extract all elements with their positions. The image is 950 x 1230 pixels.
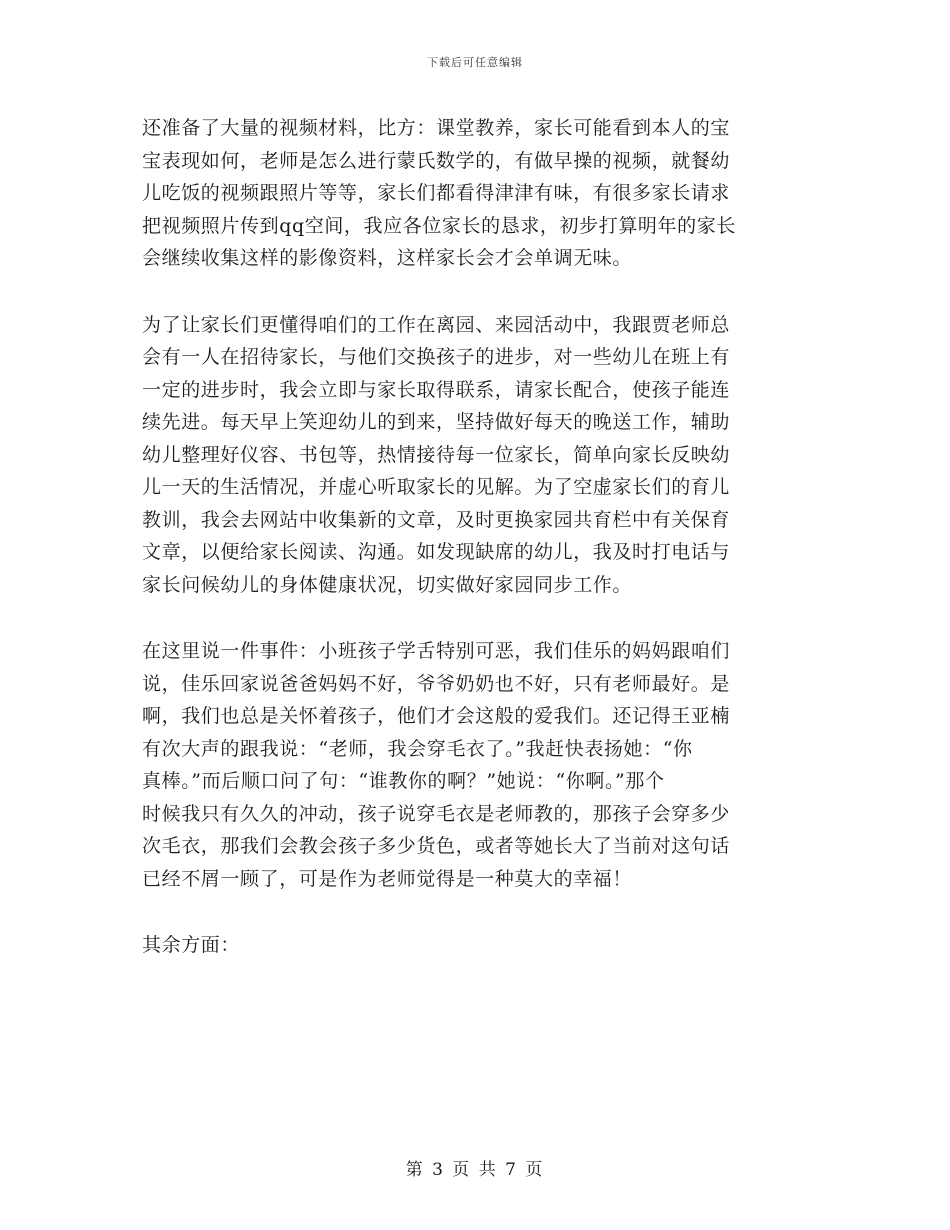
text-line: 儿吃饭的视频跟照片等等，家长们都看得津津有味，有很多家长请求 — [142, 182, 731, 204]
paragraph-anecdote — [142, 635, 810, 895]
text-line: 还准备了大量的视频材料，比方：课堂教养，家长可能看到本人的宝 — [142, 117, 731, 139]
text-line: 宝表现如何，老师是怎么进行蒙氏数学的，有做早操的视频，就餐幼 — [142, 149, 731, 172]
text-line: 教训，我会去网站中收集新的文章，及时更换家园共育栏中有关保育 — [142, 508, 731, 531]
page-number-footer: 第 3 页 共 7 页 — [405, 1160, 545, 1180]
text-line: 次毛衣，那我们会教会孩子多少货色，或者等她长大了当前对这句话 — [142, 835, 731, 857]
text-line: 时候我只有久久的冲动，孩子说穿毛衣是老师教的，那孩子会穿多少 — [142, 802, 731, 825]
text-line: 已经不屑一顾了，可是作为老师觉得是一种莫大的幸福！ — [142, 867, 633, 890]
text-line: 说，佳乐回家说爸爸妈妈不好，爷爷奶奶也不好，只有老师最好。是 — [142, 672, 731, 695]
paragraph-other-aspects — [142, 929, 810, 962]
text-line: 有次大声的跟我说：“老师，我会穿毛衣了。”我赶快表扬她：“你 — [142, 737, 693, 760]
paragraph-parent-communication — [142, 309, 810, 602]
document-body — [142, 112, 810, 962]
text-line: 续先进。每天早上笑迎幼儿的到来，坚持做好每天的晚送工作，辅助 — [142, 411, 731, 433]
text-line: 真棒。”而后顺口问了句：“谁教你的啊？”她说：“你啊。”那个 — [142, 770, 665, 792]
text-line: 其余方面： — [142, 934, 241, 956]
text-line: 会有一人在招待家长，与他们交换孩子的进步，对一些幼儿在班上有 — [142, 346, 731, 368]
text-line: 儿一天的生活情况，并虚心听取家长的见解。为了空虚家长们的育儿 — [142, 476, 731, 498]
text-line: 把视频照片传到qq空间，我应各位家长的恳求，初步打算明年的家长 — [142, 214, 736, 237]
paragraph-video-materials — [142, 112, 810, 275]
page-header: 下载后可任意编辑 — [427, 56, 523, 69]
text-line: 啊，我们也总是关怀着孩子，他们才会这般的爱我们。还记得王亚楠 — [142, 705, 731, 727]
text-line: 为了让家长们更懂得咱们的工作在离园、来园活动中，我跟贾老师总 — [142, 313, 731, 336]
text-line: 家长问候幼儿的身体健康状况，切实做好家园同步工作。 — [142, 573, 633, 596]
text-line: 在这里说一件事件：小班孩子学舌特别可恶，我们佳乐的妈妈跟咱们 — [142, 640, 731, 662]
text-line: 幼儿整理好仪容、书包等，热情接待每一位家长，简单向家长反映幼 — [142, 443, 731, 466]
text-line: 一定的进步时，我会立即与家长取得联系，请家长配合，使孩子能连 — [142, 378, 731, 401]
text-line: 文章，以便给家长阅读、沟通。如发现缺席的幼儿，我及时打电话与 — [142, 541, 731, 563]
text-line: 会继续收集这样的影像资料，这样家长会才会单调无味。 — [142, 247, 633, 269]
